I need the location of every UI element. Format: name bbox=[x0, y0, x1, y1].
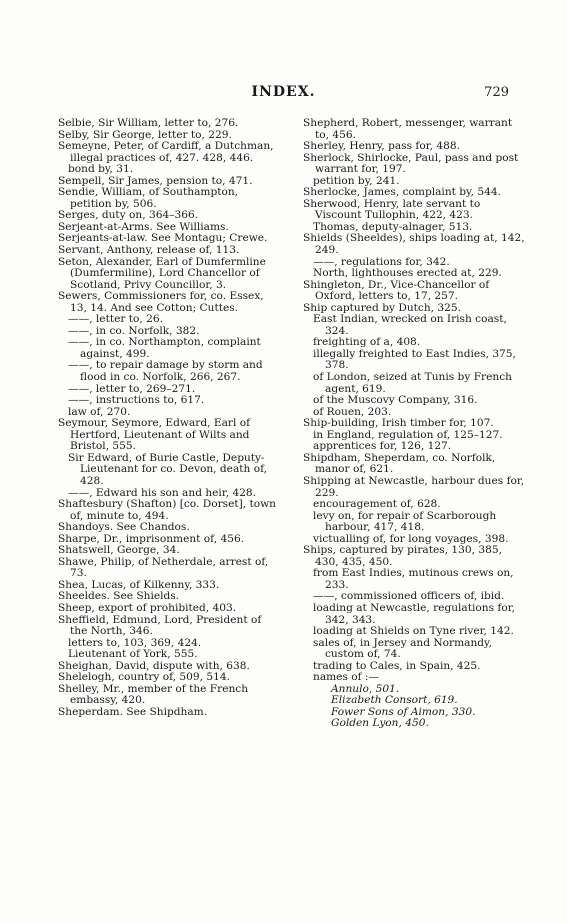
index-entry: Shepherd, Robert, messenger, warrant to, 456. bbox=[303, 117, 513, 141]
index-entry: ——, in co. Northampton, complaint against, 499. bbox=[68, 336, 261, 360]
index-entry: of Rouen, 203. bbox=[313, 405, 392, 418]
index-entry: loading at Newcastle, regulations for, 342, 343. bbox=[313, 601, 515, 626]
index-entry: Shatswell, George, 34. bbox=[58, 544, 180, 557]
index-entry: Seymour, Seymore, Edward, Earl of Hertford, Lieutenant of Wilts and Bristol, 555. bbox=[58, 417, 251, 453]
index-entry: Sewers, Commissioners for, co. Essex, 13, 14. And see Cotton; Cuttes. bbox=[58, 290, 264, 314]
index-entry: Sempell, Sir James, pension to, 471. bbox=[58, 174, 253, 187]
index-entry: from East Indies, mutinous crews on, 233. bbox=[313, 567, 514, 591]
index-entry: Thomas, deputy-alnager, 513. bbox=[313, 220, 473, 233]
index-entry: loading at Shields on Tyne river, 142. bbox=[313, 625, 514, 638]
index-entry: Shea, Lucas, of Kilkenny, 333. bbox=[58, 578, 220, 591]
index-entry: encouragement of, 628. bbox=[313, 498, 441, 511]
index-entry: East Indian, wrecked on Irish coast, 324. bbox=[313, 313, 507, 337]
index-entry: Ship-building, Irish timber for, 107. bbox=[303, 417, 494, 430]
index-entry: ——, commissioned officers of, ibid. bbox=[313, 590, 505, 603]
index-entry: ——, letter to, 269–271. bbox=[68, 382, 196, 395]
index-entry: levy on, for repair of Scarborough harbour, 417, 418. bbox=[313, 509, 497, 534]
index-entry: of London, seized at Tunis by French agent, 619. bbox=[313, 371, 512, 395]
index-entry: in England, regulation of, 125–127. bbox=[313, 428, 503, 441]
index-entry: Semeyne, Peter, of Cardiff, a Dutchman, illegal practices of, 427. 428, 446. bbox=[58, 140, 274, 164]
index-entry: Sherwood, Henry, late servant to Viscount Tullophin, 422, 423. bbox=[303, 197, 481, 222]
index-entry: law of, 270. bbox=[68, 405, 131, 418]
index-entry: Ships, captured by pirates, 130, 385, 430, 435, 450. bbox=[303, 544, 502, 568]
index-entry: Shaftesbury (Shafton) [co. Dorset], town of, minute to, 494. bbox=[58, 498, 276, 522]
index-entry: Lieutenant of York, 555. bbox=[68, 648, 198, 661]
index-entry: ——, in co. Norfolk, 382. bbox=[68, 324, 200, 337]
index-entry: Selby, Sir George, letter to, 229. bbox=[58, 128, 232, 141]
index-entry: Sir Edward, of Burie Castle, Deputy-Lieutenant for co. Devon, death of, 428. bbox=[68, 451, 268, 487]
index-entry: Sheep, export of prohibited, 403. bbox=[58, 601, 237, 614]
index-entry: ——, letter to, 26. bbox=[68, 313, 164, 326]
index-entry: Sheighan, David, dispute with, 638. bbox=[58, 659, 250, 672]
index-entry: Annulo, 501. bbox=[331, 682, 400, 695]
index-entry: Serjeant-at-Arms. See Williams. bbox=[58, 220, 229, 233]
index-entry: names of :— bbox=[313, 671, 380, 684]
index-column-left bbox=[58, 118, 280, 718]
index-entry: Shipping at Newcastle, harbour dues for, 229. bbox=[303, 474, 525, 499]
page-title: INDEX. bbox=[251, 84, 316, 100]
index-entry: Serjeants-at-law. See Montagu; Crewe. bbox=[58, 232, 268, 245]
index-entry: illegally freighted to East Indies, 375, 378. bbox=[313, 347, 516, 372]
page-number: 729 bbox=[484, 85, 509, 100]
index-entry: Servant, Anthony, release of, 113. bbox=[58, 244, 240, 257]
index-entry: Seton, Alexander, Earl of Dumfermline (Dumfermiline), Lord Chancellor of Scotland, Privy Councillor, 3. bbox=[58, 255, 266, 291]
index-entry: Shelelogh, country of, 509, 514. bbox=[58, 671, 230, 684]
index-entry: ——, regulations for, 342. bbox=[313, 255, 450, 268]
index-entry: Golden Lyon, 450. bbox=[331, 717, 429, 730]
index-entry: Sherlocke, James, complaint by, 544. bbox=[303, 186, 501, 199]
index-entry: Shandoys. See Chandos. bbox=[58, 521, 190, 534]
index-entry: Sheffield, Edmund, Lord, President of the North, 346. bbox=[58, 613, 262, 638]
index-entry: Shawe, Philip, of Netherdale, arrest of, 73. bbox=[58, 555, 269, 580]
index-entry: Sharpe, Dr., imprisonment of, 456. bbox=[58, 532, 245, 545]
index-entry: North, lighthouses erected at, 229. bbox=[313, 267, 502, 280]
index-entry: sales of, in Jersey and Normandy, custom of, 74. bbox=[313, 636, 492, 661]
index-entry: Sheperdam. See Shipdham. bbox=[58, 705, 208, 718]
index-entry: Sherlock, Shirlocke, Paul, pass and post warrant for, 197. bbox=[303, 151, 519, 176]
index-entry: Elizabeth Consort, 619. bbox=[331, 694, 458, 707]
index-entry: Shields (Sheeldes), ships loading at, 142, 249. bbox=[303, 232, 525, 257]
index-entry: Selbie, Sir William, letter to, 276. bbox=[58, 117, 239, 129]
index-entry: freighting of a, 408. bbox=[313, 336, 421, 349]
index-entry: ——, to repair damage by storm and flood in co. Norfolk, 266, 267. bbox=[68, 359, 263, 384]
index-entry: Sendie, William, of Southampton, petition by, 506. bbox=[58, 186, 239, 210]
index-entry: victualling of, for long voyages, 398. bbox=[313, 532, 509, 545]
page-header bbox=[0, 84, 567, 104]
index-entry: Shingleton, Dr., Vice-Chancellor of Oxford, letters to, 17, 257. bbox=[303, 278, 490, 303]
index-entry: apprentices for, 126, 127. bbox=[313, 440, 452, 453]
index-entry: Serges, duty on, 364–366. bbox=[58, 209, 199, 222]
index-entry: bond by, 31. bbox=[68, 163, 134, 176]
index-entry: ——, instructions to, 617. bbox=[68, 394, 205, 407]
index-entry: Sherley, Henry, pass for, 488. bbox=[303, 140, 460, 153]
index-entry: trading to Cales, in Spain, 425. bbox=[313, 659, 481, 672]
index-entry: Ship captured by Dutch, 325. bbox=[303, 301, 461, 314]
index-entry: letters to, 103, 369, 424. bbox=[68, 636, 202, 649]
index-column-right bbox=[303, 118, 525, 730]
index-entry: Fower Sons of Aimon, 330. bbox=[331, 705, 476, 718]
index-entry: petition by, 241. bbox=[313, 174, 400, 187]
index-entry: of the Muscovy Company, 316. bbox=[313, 394, 478, 407]
index-entry: Shelley, Mr., member of the French embassy, 420. bbox=[58, 682, 249, 707]
index-entry: ——, Edward his son and heir, 428. bbox=[68, 486, 257, 499]
index-entry: Sheeldes. See Shields. bbox=[58, 590, 180, 603]
index-entry: Shipdham, Sheperdam, co. Norfolk, manor of, 621. bbox=[303, 451, 496, 476]
